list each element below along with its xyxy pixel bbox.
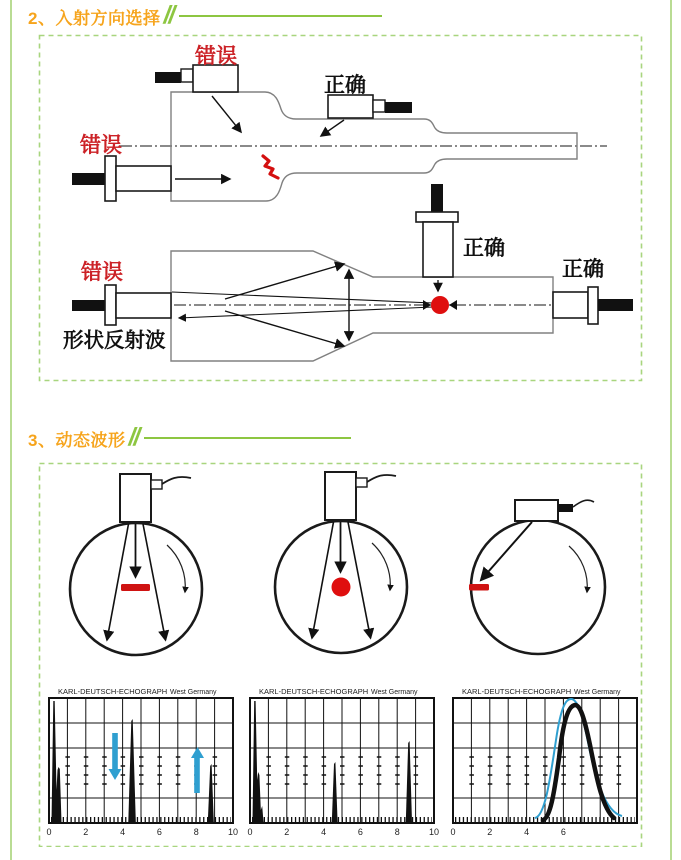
label-wrong-top: 错误 [195,45,237,68]
probe-flange [105,285,116,325]
heading-rule [179,15,382,17]
probe-cable [72,173,105,185]
part-cross-section [471,520,605,654]
trend-arrow-up [191,747,204,793]
probe-connector [151,480,162,489]
tick-label: 2 [83,827,89,837]
beam-arrowhead-into-dot-right [449,300,457,310]
scope-brand: KARL-DEUTSCH-ECHOGRAPH [259,687,369,696]
envelope-curve-black [543,705,614,820]
tick-label: 6 [357,827,363,837]
round-defect-dot [332,578,351,597]
tick-label: 6 [560,827,566,837]
label-wrong-lower: 错误 [81,261,123,284]
probe-body [553,292,588,318]
surface-defect-bar [469,584,489,591]
scope-origin: West Germany [574,689,621,696]
beam-right [348,522,371,638]
heading-slashes-decoration: // [128,422,139,451]
probe-cable [162,477,191,484]
probe-body [328,95,373,118]
figure-incident-direction [38,34,643,382]
probe-cable [155,72,181,83]
echo-peak-2 [208,764,214,822]
probe-right-correct [553,287,633,324]
probe-cable [72,300,105,311]
rotation-arrow [569,546,587,592]
probe-connector [181,69,193,82]
trend-arrow-down [109,733,122,780]
lower-tapered-shaft-diagram [63,184,633,361]
probe-left-wrong-lower [72,285,171,325]
probe-cable [598,299,633,311]
rotating-part-round-defect [275,472,407,653]
probe-cable [385,102,412,113]
grid-vertical-lines [67,698,214,823]
probe-body [116,166,171,191]
reflection-arrow-down [225,311,344,346]
beam-edge-upper [172,292,433,303]
probe-connector [373,100,385,112]
label-wrong-left: 错误 [80,134,122,157]
scope-brand: KARL-DEUTSCH-ECHOGRAPH [58,687,168,696]
tick-label: 0 [46,827,52,837]
echoscope-screen-2 [247,687,439,837]
x-axis-ticks [46,827,238,837]
probe-stem [431,184,443,213]
echo-peak-1 [128,719,136,822]
tick-label: 2 [487,827,493,837]
probe-body [423,222,453,277]
probe-body [325,472,356,520]
tick-label: 0 [450,827,456,837]
tick-label: 6 [156,827,162,837]
x-axis-ticks [450,827,565,837]
beam-arrowhead-into-dot-left [423,300,431,310]
label-correct-right: 正确 [562,258,604,281]
probe-body [120,474,151,522]
echo-peak-1 [332,762,338,822]
beam-arrow [212,96,241,132]
rotating-part-flat-defect [70,474,202,655]
label-shape-reflection: 形状反射波 [63,329,166,352]
figure-dynamic-waveform [38,462,643,847]
probe-connector [558,504,573,512]
x-axis-ticks [247,827,439,837]
grid-dashed-scale-rows [65,757,231,784]
internal-defect-dot [431,296,449,314]
return-beam-arrow [179,307,433,318]
probe-connector [356,478,367,487]
crack-defect [263,156,278,178]
probe-body [193,65,238,92]
beam-arrow [321,120,344,136]
scope-origin: West Germany [371,689,418,696]
label-correct-step: 正确 [324,74,366,97]
tick-label: 10 [428,827,440,837]
upper-stepped-shaft-diagram [72,44,607,201]
echo-peak-2 [406,741,412,822]
probe-top-wrong [155,65,241,132]
tick-label: 4 [524,827,530,837]
tick-label: 10 [227,827,239,837]
tapered-shaft-profile [171,251,553,361]
scope-brand: KARL-DEUTSCH-ECHOGRAPH [462,687,572,696]
tick-label: 0 [247,827,253,837]
tick-label: 2 [284,827,290,837]
probe-cable [367,475,396,482]
probe-body [116,293,171,318]
tick-label: 4 [321,827,327,837]
probe-cable [573,500,594,507]
probe-flange [416,212,458,222]
initial-pulse [52,701,62,822]
beam-right [143,524,166,640]
probe-body [515,500,558,521]
rotation-arrow [372,543,390,590]
heading-rule [144,437,351,439]
echoscope-screen-3 [450,687,637,837]
echoscope-screen-1 [46,687,238,837]
probe-vertical-correct [416,184,458,291]
grid-vertical-lines [268,698,415,823]
page-left-border [10,0,12,860]
probe-step-correct [321,95,412,136]
section-2-title: 2、入射方向选择 [28,8,161,28]
probe-flange [588,287,598,324]
rotating-part-surface-defect [469,500,605,654]
scope-origin: West Germany [170,689,217,696]
initial-pulse [253,701,264,822]
probe-flange [105,156,116,201]
reflection-arrow-up [225,264,344,299]
envelope-curve-blue [535,699,622,818]
rotation-arrow [167,545,185,592]
heading-slashes-decoration: // [163,0,174,29]
beam-left [312,522,334,638]
flat-defect-bar [121,584,150,591]
tick-label: 4 [120,827,126,837]
label-correct-vertical: 正确 [463,237,505,260]
tick-label: 8 [394,827,400,837]
beam-left [107,524,129,640]
tick-label: 8 [193,827,199,837]
probe-left-wrong [72,156,230,201]
page-right-border [670,0,672,860]
section-3-title: 3、动态波形 [28,430,126,450]
section-heading-2 [28,0,382,29]
angled-beam [481,522,532,580]
section-heading-3 [28,422,351,451]
